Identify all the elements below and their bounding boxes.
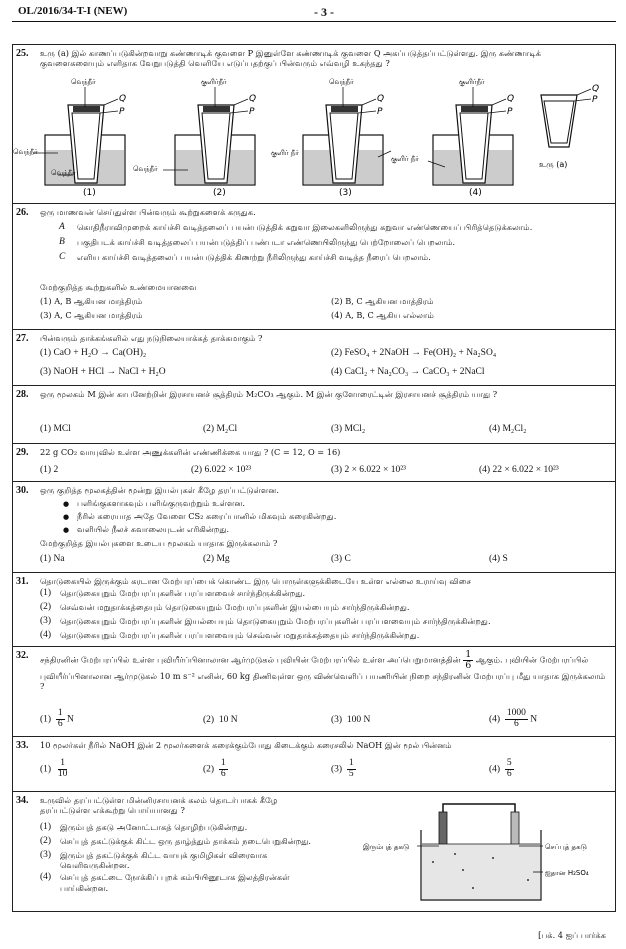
paper-code: OL/2016/34-T-I (NEW) bbox=[18, 5, 128, 17]
label-cold-3: குளிர் நீர் bbox=[271, 149, 299, 157]
questions-frame bbox=[12, 44, 616, 912]
question-text: உருவில் தரப்பட்டுள்ள மின்னிரசாயனக் கலம் தொடர்பாகக் கீழே தரப்பட்டுள்ள எக்கூற்று பொய்யானது ? bbox=[40, 795, 278, 816]
question-number: 28. bbox=[16, 389, 29, 400]
question-32 bbox=[13, 646, 615, 736]
label-fig-a: உரு (a) bbox=[539, 160, 568, 169]
statement-b: B பகுதிபடக் காய்ச்சி வடித்தலைப் பயன்படுத்திப் பண்படா எண்ணெயிலிருந்து பெற்றோலைப் பெறலாம். bbox=[59, 236, 456, 247]
statement-a: A கொதிநீராவிமுறைக் காய்ச்சி வடித்தலைப் பயன்படுத்திக் கறுவா இலைகளிலிருந்து கறுவா எண்ணெயைப் பிரித்தெடுக்கலாம். bbox=[59, 222, 533, 232]
option-31-4: (4) தொடுகையுறும் மேற்பரப்புகளின் பரப்பளவையும் செவ்வன் மறுதாக்கத்தையும் சார்ந்திருக்கின்றது. bbox=[40, 629, 420, 640]
question-number: 30. bbox=[16, 485, 29, 496]
question-29 bbox=[13, 443, 615, 481]
option-32-3: (3) 100 N bbox=[331, 715, 371, 725]
option-28-4: (4) M₂Cl₂ bbox=[489, 424, 527, 434]
option-27-3: (3) NaOH + HCl → NaCl + H₂O bbox=[40, 367, 166, 377]
question-31 bbox=[13, 572, 615, 646]
setup-2 bbox=[163, 87, 255, 185]
property-list bbox=[63, 498, 336, 536]
question-number: 34. bbox=[16, 795, 29, 806]
page-header bbox=[12, 4, 616, 20]
question-text: ஒரு குறித்த மூலகத்தின் மூன்று இயல்புகள் கீழே தரப்பட்டுள்ளன. bbox=[40, 485, 279, 495]
question-text: உரு (a) இல் காணப்படுகின்றவாறு கண்ணாடிக் குவளை P இனுள்ளே கண்ணாடிக் குவளை Q அகப்படுத்தப்பட்டுள்ளது. இரு கண்ணாடிக் குவளைகளையும் எளிதாக வேறுபடுத்தி வெளியே எடுப்பதற்குப் பின்வரும் எவ்வழி உகந்தது ? bbox=[40, 48, 542, 69]
option-31-2: (2) செவ்வன் மறுதாக்கத்தையும் தொடுகையுறும் மேற்பரப்புகளின் இயல்பையும் சார்ந்திருக்கின்றது. bbox=[40, 601, 410, 612]
sub-question: மேற்குறித்த கூற்றுகளில் உண்மையானவை bbox=[40, 282, 197, 292]
question-text: 10 மூலர்கள் நீரில் NaOH இன் 2 மூலர்களைக் கரைக்கும்போது கிடைக்கும் கரைசலில் NaOH இன் மூல் பின்னம் bbox=[40, 740, 452, 750]
option-list bbox=[40, 822, 315, 895]
option-34-1: (1) இரும்புத் தகடு அனோட்டாகத் தொழிற்படுகின்றது. bbox=[40, 822, 248, 832]
statement-list bbox=[59, 222, 607, 267]
option-31-3: (3) தொடுகையுறும் மேற்பரப்புகளின் இயல்பையும் தொடுகையுறும் மேற்பரப்புகளின் பரப்பளவையும் சார்ந்திருக்கின்றது. bbox=[40, 615, 491, 626]
electrochemical-cell-figure bbox=[363, 800, 603, 910]
question-text: ஒரு மூலகம் M இன் காபனேற்றின் இரசாயனச் சூத்திரம் M₂CO₃ ஆகும். M இன் குளோரைட்டின் இரசாயனச் சூத்திரம் யாது ? bbox=[40, 389, 498, 399]
question-27 bbox=[13, 329, 615, 385]
option-33-4: (4) $\frac{5}{6}$ bbox=[489, 758, 512, 779]
option-29-1: (1) 2 bbox=[40, 465, 59, 475]
option-26-3: (3) A, C ஆகியன மாத்திரம் bbox=[40, 310, 143, 320]
option-33-1: (1) $\frac{1}{10}$ bbox=[40, 758, 68, 779]
label-P-4: P bbox=[507, 107, 513, 117]
statement-c: C எளிய காய்ச்சி வடித்தலைப் பயன்படுத்திக் கிணற்று நீரிலிருந்து காய்ச்சி வடித்த நீரைப் பெறலாம். bbox=[59, 251, 431, 262]
question-number: 32. bbox=[16, 650, 29, 661]
option-26-4: (4) A, B, C ஆகிய எல்லாம் bbox=[331, 310, 434, 320]
property-3: ● வளியில் நீலச் சுவாலையுடன் எரிகின்றது. bbox=[63, 524, 336, 535]
label-copper: செப்புத் தகடு bbox=[545, 843, 587, 851]
question-text: சந்திரனின் மேற்பரப்பில் உள்ள புவியீர்ப்பினாலான ஆர்முடுகல் புவியின் மேற்பரப்பில் உள்ள அப்பெறுமானத்தின் $\frac{1}{6}$ ஆகும். புவியின் மேற்பரப்பில் புவியீர்ப்பினாலான ஆர்முடுகல் 10 m s⁻² எனின், 60 kg திணிவுள்ள ஒரு விண்வெளிப் பயணியின் நிறை சந்திரனின் மேற்பரப்பு மீது யாதாக இருக்கலாம் ? bbox=[40, 649, 606, 692]
label-P-3: P bbox=[377, 107, 383, 117]
question-number: 27. bbox=[16, 333, 29, 344]
option-34-2: (2) செப்புத் தகட்டுக்குக் கிட்ட ஒரு தாழ்த்தும் தாக்கம் நடைபெறுகின்றது. bbox=[40, 835, 311, 846]
question-number: 31. bbox=[16, 576, 29, 587]
question-33 bbox=[13, 736, 615, 791]
label-acid: ஐதான H₂SO₄ bbox=[545, 869, 589, 877]
q25-figure bbox=[13, 75, 617, 205]
option-27-1: (1) CaO + H₂O → Ca(OH)₂ bbox=[40, 348, 147, 358]
question-28 bbox=[13, 385, 615, 443]
question-25 bbox=[13, 45, 615, 203]
option-25-2: (2) bbox=[213, 188, 226, 198]
option-34-3: (3) இரும்புத் தகட்டுக்குக் கிட்ட வாயுக் குமிழிகள் விரைவாக வெளிவருகின்றன. bbox=[40, 849, 268, 870]
label-cold-2: குளிர்நீர் bbox=[201, 78, 227, 86]
question-number: 26. bbox=[16, 207, 29, 218]
label-iron: இரும்புத் தகடு bbox=[363, 843, 410, 851]
option-25-1: (1) bbox=[83, 188, 96, 198]
option-32-2: (2) 10 N bbox=[203, 715, 238, 725]
fraction-one-sixth: $\frac{1}{6}$ bbox=[465, 649, 472, 671]
page-number: - 3 - bbox=[314, 5, 334, 19]
question-number: 29. bbox=[16, 447, 29, 458]
label-Q-1: Q bbox=[119, 94, 127, 104]
label-Q-3: Q bbox=[377, 94, 385, 104]
option-28-1: (1) MCl bbox=[40, 424, 71, 434]
label-Q-a: Q bbox=[592, 84, 600, 94]
label-hot-1b: வெந்நீர் bbox=[13, 148, 38, 156]
option-27-4: (4) CaCl₂ + Na₂CO₃ → CaCO₃ + 2NaCl bbox=[331, 367, 485, 377]
label-cold-4: குளிர்நீர் bbox=[459, 78, 485, 86]
question-text: ஒரு மாணவன் செய்துள்ள பின்வரும் கூற்றுகளைக் கருதுக. bbox=[40, 207, 256, 217]
option-25-3: (3) bbox=[339, 188, 352, 198]
option-29-2: (2) 6.022 × 10²³ bbox=[191, 465, 252, 475]
property-2: ● நீரில் கரையாத அதே வேளை CS₂ கரைப்பானில் மிகவும் கரைகின்றது. bbox=[63, 511, 336, 522]
label-Q-4: Q bbox=[507, 94, 515, 104]
option-32-4: (4) $\frac{1000}{6}$ N bbox=[489, 708, 538, 729]
option-29-3: (3) 2 × 6.022 × 10²³ bbox=[331, 465, 406, 475]
figure-a bbox=[541, 89, 591, 147]
label-P-1: P bbox=[119, 107, 125, 117]
option-33-2: (2) $\frac{1}{6}$ bbox=[203, 758, 226, 779]
sub-question: மேற்குறித்த இயல்புகளை உடைய மூலகம் யாதாக இருக்கலாம் ? bbox=[40, 538, 278, 548]
question-number: 33. bbox=[16, 740, 29, 751]
option-27-2: (2) FeSO₄ + 2NaOH → Fe(OH)₂ + Na₂SO₄ bbox=[331, 348, 497, 358]
option-30-1: (1) Na bbox=[40, 554, 65, 564]
option-28-2: (2) M₂Cl bbox=[203, 424, 238, 434]
setup-4 bbox=[428, 87, 513, 185]
question-30 bbox=[13, 481, 615, 572]
option-30-3: (3) C bbox=[331, 554, 351, 564]
option-31-1: (1) தொடுகையுறும் மேற்பரப்புகளின் பரப்பளவைச் சார்ந்திருக்கின்றது. bbox=[40, 588, 306, 598]
option-26-1: (1) A, B ஆகியன மாத்திரம் bbox=[40, 296, 143, 306]
header-rule bbox=[12, 21, 616, 22]
option-30-2: (2) Mg bbox=[203, 554, 230, 564]
question-text: பின்வரும் தாக்கங்களில் எது நடுநிலையாக்கத் தாக்கமாகும் ? bbox=[40, 333, 263, 343]
label-cold-4b: குளிர் நீர் bbox=[391, 155, 419, 163]
property-1: ● பளிங்குகளாகவும் பளிங்குருவற்றும் உள்ளன. bbox=[63, 498, 336, 509]
label-P-a: P bbox=[592, 95, 598, 105]
option-28-3: (3) MCl₂ bbox=[331, 424, 366, 434]
label-hot-3: வெந்நீர் bbox=[329, 78, 354, 86]
option-25-4: (4) bbox=[469, 188, 482, 198]
option-33-3: (3) $\frac{1}{5}$ bbox=[331, 758, 354, 779]
label-hot-2: வெந்நீர் bbox=[133, 165, 158, 173]
option-30-4: (4) S bbox=[489, 554, 508, 564]
question-number: 25. bbox=[16, 48, 29, 59]
question-text: 22 g CO₂ வாயுவில் உள்ள அணுக்களின் எண்ணிக்கை யாது ? (C = 12, O = 16) bbox=[40, 447, 341, 457]
page-footer: [பக். 4 ஐப் பார்க்க bbox=[538, 930, 606, 940]
label-hot-1c: வெந்நீர் bbox=[51, 169, 76, 177]
setup-1 bbox=[33, 87, 125, 185]
label-P-2: P bbox=[249, 107, 255, 117]
option-34-4: (4) செப்புத் தகட்டை நோக்கிப் புறக் கம்பியினூடாக இலத்திரன்கள் பாய்கின்றன. bbox=[40, 872, 290, 893]
option-29-4: (4) 22 × 6.022 × 10²³ bbox=[479, 465, 559, 475]
label-Q-2: Q bbox=[249, 94, 257, 104]
label-hot-1: வெந்நீர் bbox=[71, 78, 96, 86]
question-text: தொடுகையில் இருக்கும் கரடான மேற்பரப்பைக் கொண்ட இரு பொருள்களுக்கிடையே உள்ள எல்லை உராய்வு விசை bbox=[40, 576, 472, 586]
question-26 bbox=[13, 203, 615, 329]
option-list bbox=[40, 588, 607, 644]
question-34 bbox=[13, 791, 615, 913]
option-26-2: (2) B, C ஆகியன மாத்திரம் bbox=[331, 296, 434, 306]
option-32-1: (1) $\frac{1}{6}$ N bbox=[40, 708, 74, 729]
